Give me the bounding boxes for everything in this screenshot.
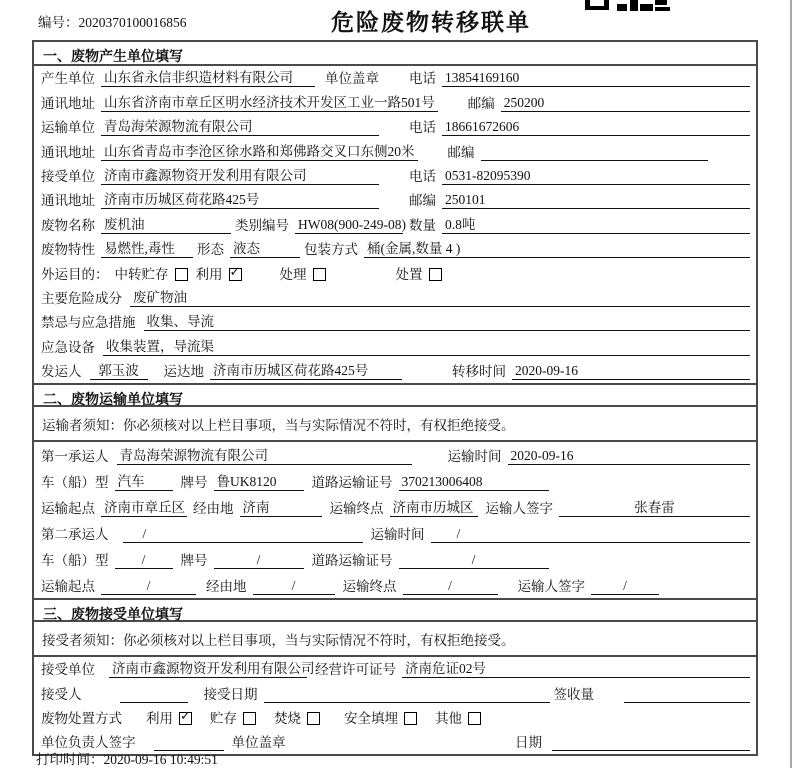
permit-label: 经营许可证号	[315, 662, 396, 678]
address3-label: 通讯地址	[41, 193, 95, 209]
phone2-label: 电话	[409, 120, 436, 136]
accept-unit-label: 接受单位	[41, 662, 95, 678]
vehicle2-value: /	[115, 551, 173, 569]
component-label: 主要危险成分	[41, 290, 122, 306]
property-value: 易燃性,毒性	[101, 240, 193, 258]
time1-value: 2020-09-16	[508, 447, 751, 465]
property-label: 废物特性	[41, 242, 95, 258]
origin2-value: /	[101, 577, 196, 595]
row-accept-unit	[34, 657, 756, 681]
via1-value: 济南	[240, 499, 322, 517]
section-producer	[34, 42, 756, 383]
disposal-option-landfill: 安全填埋	[344, 710, 417, 727]
address1-label: 通讯地址	[41, 95, 95, 111]
row-waste-name	[34, 212, 756, 236]
checkbox-utilize	[229, 268, 242, 281]
section2-header: 二、废物运输单位填写	[34, 383, 756, 407]
via1-label: 经由地	[193, 501, 234, 517]
row-transporter	[34, 115, 756, 139]
packing-value: 桶(金属,数量 4 )	[364, 240, 750, 258]
disposal-option-other: 其他	[435, 710, 481, 727]
phone3-label: 电话	[409, 168, 436, 184]
waste-name-value: 废机油	[101, 216, 231, 234]
transporter-value: 青岛海荣源物流有限公司	[101, 118, 379, 136]
row-producer-address	[34, 90, 756, 114]
destination-label: 运达地	[163, 364, 204, 380]
transfer-time-value: 2020-09-16	[512, 362, 750, 380]
receiver-notice: 接受者须知：你必须核对以上栏目事项，当与实际情况不符时，有权拒绝接受。	[34, 622, 756, 657]
permit-value: 济南危证02号	[402, 660, 750, 678]
category-label: 类别编号	[235, 217, 289, 233]
vehicle1-label: 车（船）型	[41, 475, 109, 491]
form-value: 液态	[230, 240, 300, 258]
row-receiver-address	[34, 188, 756, 212]
row-receiver	[34, 164, 756, 188]
zip1-value: 250200	[501, 94, 750, 112]
transporter-notice: 运输者须知：你必须核对以上栏目事项，当与实际情况不符时，有权拒绝接受。	[34, 407, 756, 442]
checkbox-disposal-landfill	[404, 712, 417, 725]
page-edge-line	[790, 0, 792, 768]
component-value: 废矿物油	[130, 289, 750, 307]
row-route1	[34, 494, 756, 520]
quantity-label: 数量	[409, 217, 436, 233]
acceptor-label: 接受人	[41, 686, 82, 702]
receiver-label: 接受单位	[41, 168, 95, 184]
row-purpose	[34, 261, 756, 285]
origin1-value: 济南市章丘区	[101, 499, 187, 517]
page-title: 危险废物转移联单	[331, 10, 531, 35]
category-value: HW08(900-249-08)	[295, 216, 403, 234]
row-hazard-component	[34, 286, 756, 310]
row-carrier1	[34, 442, 756, 468]
acceptor-value	[120, 686, 188, 703]
via2-value: /	[253, 577, 335, 595]
phone1-label: 电话	[409, 71, 436, 87]
checkbox-disposal-utilize	[179, 712, 192, 725]
section3-header: 三、废物接受单位填写	[34, 598, 756, 622]
date-value	[552, 734, 750, 751]
unit-seal-label: 单位盖章	[325, 71, 379, 87]
row-route2	[34, 572, 756, 598]
producer-value: 山东省永信非织造材料有限公司	[101, 69, 315, 87]
taboo-value: 收集、导流	[144, 313, 751, 331]
end2-label: 运输终点	[342, 579, 397, 595]
purpose-option-treat: 处理	[280, 266, 326, 283]
packing-label: 包装方式	[304, 242, 358, 258]
address3-value: 济南市历城区荷花路425号	[101, 191, 379, 209]
sign-qty-label: 签收量	[553, 686, 594, 702]
end1-label: 运输终点	[329, 501, 384, 517]
vehicle1-value: 汽车	[115, 473, 173, 491]
phone2-value: 18661672606	[442, 118, 750, 136]
row-disposal-method	[34, 706, 756, 730]
checkbox-treat	[313, 268, 326, 281]
transfer-time-label: 转移时间	[452, 364, 506, 380]
accept-date-label: 接受日期	[203, 686, 258, 702]
row-emergency-equipment	[34, 334, 756, 358]
section-receiver	[34, 598, 756, 754]
purpose-label: 外运目的：	[41, 266, 109, 282]
end1-value: 济南市历城区	[390, 499, 478, 517]
carrier1-label: 第一承运人	[41, 449, 109, 465]
checkbox-dispose	[429, 268, 442, 281]
license1-value: 370213006408	[399, 473, 549, 491]
row-taboo-measures	[34, 310, 756, 334]
producer-label: 产生单位	[41, 71, 95, 87]
purpose-option-utilize: 利用 ✓	[196, 266, 242, 283]
equipment-value: 收集装置，导流渠	[103, 338, 750, 356]
carrier2-label: 第二承运人	[41, 527, 109, 543]
transporter-label: 运输单位	[41, 120, 95, 136]
phone1-value: 13854169160	[442, 69, 750, 87]
print-time-label: 打印时间：	[36, 752, 104, 767]
plate1-value: 鲁UK8120	[214, 473, 304, 491]
purpose-option-transfer-storage: 中转贮存	[115, 266, 188, 283]
time2-label: 运输时间	[370, 527, 425, 543]
time2-value: /	[431, 525, 751, 543]
sign2-label: 运输人签字	[517, 579, 585, 595]
date-label: 日期	[515, 735, 542, 751]
zip1-label: 邮编	[467, 95, 495, 111]
row-sender	[34, 359, 756, 383]
print-time	[36, 748, 218, 768]
license2-value: /	[399, 551, 549, 569]
sign1-value: 张春雷	[559, 499, 750, 517]
sign1-label: 运输人签字	[485, 501, 553, 517]
row-waste-property	[34, 237, 756, 261]
sign-qty-value	[624, 686, 750, 703]
row-vehicle2	[34, 546, 756, 572]
sender-value: 郭玉波	[90, 362, 148, 380]
row-vehicle1	[34, 468, 756, 494]
section-transporter	[34, 383, 756, 598]
taboo-label: 禁忌与应急措施	[41, 315, 136, 331]
sign2-value: /	[591, 577, 659, 595]
unit-seal-label-2: 单位盖章	[231, 735, 286, 751]
disposal-option-storage: 贮存	[210, 710, 256, 727]
checkbox-disposal-storage	[243, 712, 256, 725]
receiver-value: 济南市鑫源物资开发利用有限公司	[101, 167, 379, 185]
zip2-value	[481, 144, 709, 161]
carrier2-value: /	[123, 525, 363, 543]
plate2-value: /	[214, 551, 304, 569]
doc-number	[38, 11, 187, 31]
disposal-option-utilize: 利用 ✓	[146, 710, 192, 727]
carrier1-value: 青岛海荣源物流有限公司	[117, 447, 412, 465]
license2-label: 道路运输证号	[311, 553, 393, 569]
accept-date-value	[264, 686, 550, 703]
sender-label: 发运人	[41, 364, 82, 380]
checkbox-transfer-storage	[175, 268, 188, 281]
end2-value: /	[403, 577, 498, 595]
responsible-label: 单位负责人签字	[41, 735, 136, 751]
waste-name-label: 废物名称	[41, 217, 95, 233]
row-carrier2	[34, 520, 756, 546]
doc-number-label: 编号：	[38, 15, 79, 30]
origin2-label: 运输起点	[41, 579, 95, 595]
checkbox-disposal-incinerate	[307, 712, 320, 725]
section1-header: 一、废物产生单位填写	[34, 42, 756, 66]
address2-value: 山东省青岛市李沧区徐水路和郑佛路交叉口东侧20米	[101, 143, 418, 161]
plate2-label: 牌号	[180, 553, 208, 569]
doc-number-value: 2020370100016856	[78, 15, 187, 30]
row-transporter-address	[34, 139, 756, 163]
quantity-value: 0.8吨	[442, 216, 750, 234]
disposal-label: 废物处置方式	[41, 710, 122, 726]
phone3-value: 0531-82095390	[442, 167, 750, 185]
form-label: 形态	[197, 242, 224, 258]
license1-label: 道路运输证号	[311, 475, 393, 491]
vehicle2-label: 车（船）型	[41, 553, 109, 569]
row-producer	[34, 66, 756, 90]
zip3-value: 250101	[442, 191, 750, 209]
disposal-option-incinerate: 焚烧	[274, 710, 320, 727]
transfer-manifest-form	[32, 40, 758, 756]
via2-label: 经由地	[206, 579, 247, 595]
address1-value: 山东省济南市章丘区明水经济技术开发区工业一路501号	[101, 94, 438, 112]
address2-label: 通讯地址	[41, 144, 95, 160]
origin1-label: 运输起点	[41, 501, 95, 517]
time1-label: 运输时间	[447, 449, 502, 465]
destination-value: 济南市历城区荷花路425号	[210, 362, 402, 380]
zip3-label: 邮编	[409, 193, 436, 209]
purpose-option-dispose: 处置	[396, 266, 442, 283]
accept-unit-value: 济南市鑫源物资开发利用有限公司	[109, 660, 307, 678]
print-time-value: 2020-09-16 10:49:51	[103, 752, 218, 767]
equipment-label: 应急设备	[41, 339, 95, 355]
plate1-label: 牌号	[180, 475, 208, 491]
row-acceptor	[34, 681, 756, 705]
checkbox-disposal-other	[468, 712, 481, 725]
zip2-label: 邮编	[447, 144, 475, 160]
qr-code-fragment-icon	[577, 0, 672, 11]
